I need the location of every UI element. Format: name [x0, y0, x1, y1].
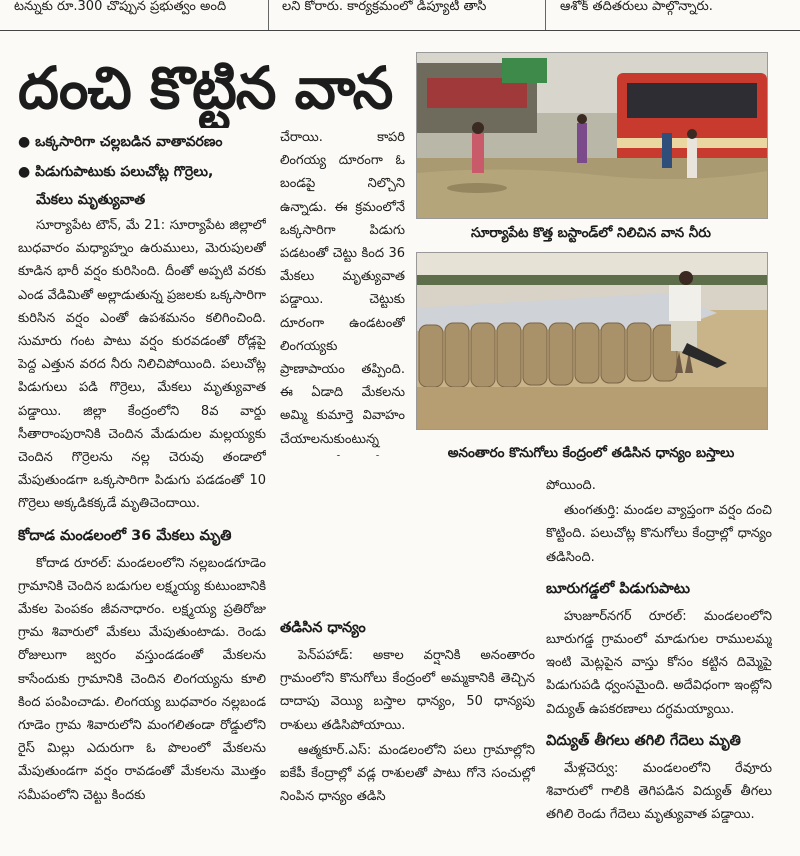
prev-snippet-right: ఆశోక్ తదితరులు పాల్గొన్నారు. [560, 0, 713, 14]
article-headline: దంచి కొట్టిన వాన [18, 54, 393, 122]
paragraph: హుజూర్‌నగర్ రూరల్: మండలంలోని బూరుగడ్డ గ్రామంలో మాడుగుల రాములమ్మ ఇంటి మెట్లపైన వాస్తు కోసం కట్టిన దిమ్మెపై పిడుగుపడి ధ్వంసమైంది. అదేవిధంగా ఇంట్లోని విద్యుత్ ఉపకరణాలు దగ్ధమయ్యాయి. [546, 608, 772, 717]
photo-caption: సూర్యాపేట కొత్త బస్టాండ్‌లో నిలిచిన వాన నీరు [471, 225, 711, 241]
bullet-text: పిడుగుపాటుకు పలుచోట్ల గొర్రెలు, [35, 164, 214, 180]
article-column-2-narrow [280, 126, 405, 456]
prev-snippet-mid: లని కోరారు. కార్యక్రమంలో డిప్యూటీ తాసీ [282, 0, 487, 14]
highlight-bullet: ● పిడుగుపాటుకు పలుచోట్ల గొర్రెలు, [18, 164, 214, 180]
subheading: విద్యుత్ తీగలు తగిలి గేదెలు మృతి [546, 732, 741, 749]
column-divider [545, 0, 546, 30]
paragraph: చేరాయి. కాపరి లింగయ్య దూరంగా ఓ బండపై నిల్చొని ఉన్నాడు. ఈ క్రమంలోనే ఒక్కసారిగా పిడుగు పడటంతో చెట్టు కింద 36 మేకలు మృత్యువాత పడ్డాయి. చెట్టుకు దూరంగా ఉండటంతో లింగయ్యకు ప్రాణాపాయం తప్పింది. ఈ ఏడాది మేకలను అమ్మి కుమార్తె వివాహం చేయాలనుకుంటున్న [280, 130, 405, 447]
paragraph: తుంగతుర్తి: మండల వ్యాప్తంగా వర్షం దంచి కొట్టింది. పలుచోట్ల కొనుగోలు కేంద్రాల్లో ధాన్యం తడిసింది. [546, 503, 772, 565]
photo-wet-grain-bags [416, 252, 768, 430]
column-divider [268, 0, 269, 30]
bullet-text: ఒక్కసారిగా చల్లబడిన వాతావరణం [35, 134, 223, 150]
article-column-2-lower [280, 464, 535, 854]
prev-snippet-left: టన్నుకు రూ.300 చొప్పున ప్రభుత్వం అంది [14, 0, 227, 14]
paragraph: కోదాడ రూరల్: మండలంలోని నల్లబండగూడెం గ్రామానికి చెందిన బడుగుల లక్ష్మయ్య కుటుంబానికి మేకల పెంపకం జీవనాధారం. లక్ష్మయ్య ప్రతిరోజు గ్రామ శివారులో మేకలు మేపుతుంటాడు. రెండు రోజులుగా జ్వరం వస్తుండడంతో మేకలను కాసేందుకు గ్రామానికి చెందిన లింగయ్యను కూలి కింద పంపించాడు. లింగయ్య బుధవారం నల్లబండ గూడెం గ్రామ శివారులోని మంగలితండా రోడ్డులోని రైస్ మిల్లు ఎదురుగా ఓ పొలంలో మేకలను మేపుతుండగా వర్షం రావడంతో మేకలను మొత్తం సమీపంలోని చెట్టు కిందకు [18, 555, 266, 803]
paragraph: సూర్యాపేట టౌన్, మే 21: సూర్యాపేట జిల్లాలో బుధవారం మధ్యాహ్నం ఉరుములు, మెరుపులతో కూడిన భారీ వర్షం కురిసింది. దీంతో అప్పటి వరకు ఎండ వేడిమితో అల్లాడుతున్న ప్రజలకు ఒక్కసారిగా కురిసిన వర్షం ఎంతో ఉపశమనం కలిగించింది. సుమారు గంట పాటు వర్షం కురవడంతో రోడ్లపై పెద్ద ఎత్తున వరద నీరు నిలిచిపోయింది. పలుచోట్ల పిడుగులు పడి గొర్రెలు, మేకలు మృత్యువాత పడ్డాయి. జిల్లా కేంద్రంలోని 8వ వార్డు సీతారాంపురానికి చెందిన మేడుదుల మల్లయ్యకు చెందిన గొర్రెలను నల్ల చెరువు తండాలో మేపుతుండగా ఒక్కసారిగా పిడుగు పడడంతో 10 గొర్రెలు అక్కడికక్కడే మృతిచెందాయి. [18, 218, 266, 512]
article-column-1 [18, 214, 266, 854]
paragraph: పోయింది. [546, 478, 596, 493]
grain-bags-photo-illustration [417, 253, 767, 429]
photo-caption: అనంతారం కొనుగోలు కేంద్రంలో తడిసిన ధాన్యం బస్తాలు [447, 445, 735, 461]
subheading: బూరుగడ్డలో పిడుగుపాటు [546, 580, 691, 597]
paragraph: పెన్‌పహాడ్: అకాల వర్షానికి అనంతారం గ్రామంలోని కొనుగోలు కేంద్రంలో అమ్మకానికి తెచ్చిన దాదాపు వెయ్యి బస్తాల ధాన్యం, 50 ధాన్యపు రాశులు తడిసిపోయాయి. [280, 648, 535, 733]
previous-article-strip [0, 0, 800, 31]
bus-stand-photo-illustration [417, 53, 767, 218]
subheading: కోదాడ మండలంలో 36 మేకలు మృతి [18, 527, 232, 544]
photo-flooded-bus-stand [416, 52, 768, 219]
highlight-bullet-continued: మేకలు మృత్యువాత [36, 192, 146, 208]
highlight-bullet: ● ఒక్కసారిగా చల్లబడిన వాతావరణం [18, 134, 223, 150]
paragraph: ఆత్మకూర్.ఎస్: మండలంలోని పలు గ్రామాల్లోని ఐకేపీ కేంద్రాల్లో వడ్ల రాశులతో పాటు గోనె సంచుల్లో నింపిన ధాన్యం తడిసి [280, 742, 535, 805]
subheading: తడిసిన ధాన్యం [280, 620, 366, 636]
paragraph: మేళ్లచెర్వు: మండలంలోని రేవూరు శివారులో గాలికి తెగిపడిన విద్యుత్ తీగలు తగిలి రెండు గేదెలు మృత్యువాత పడ్డాయి. [546, 760, 772, 823]
article-column-3 [546, 474, 772, 854]
